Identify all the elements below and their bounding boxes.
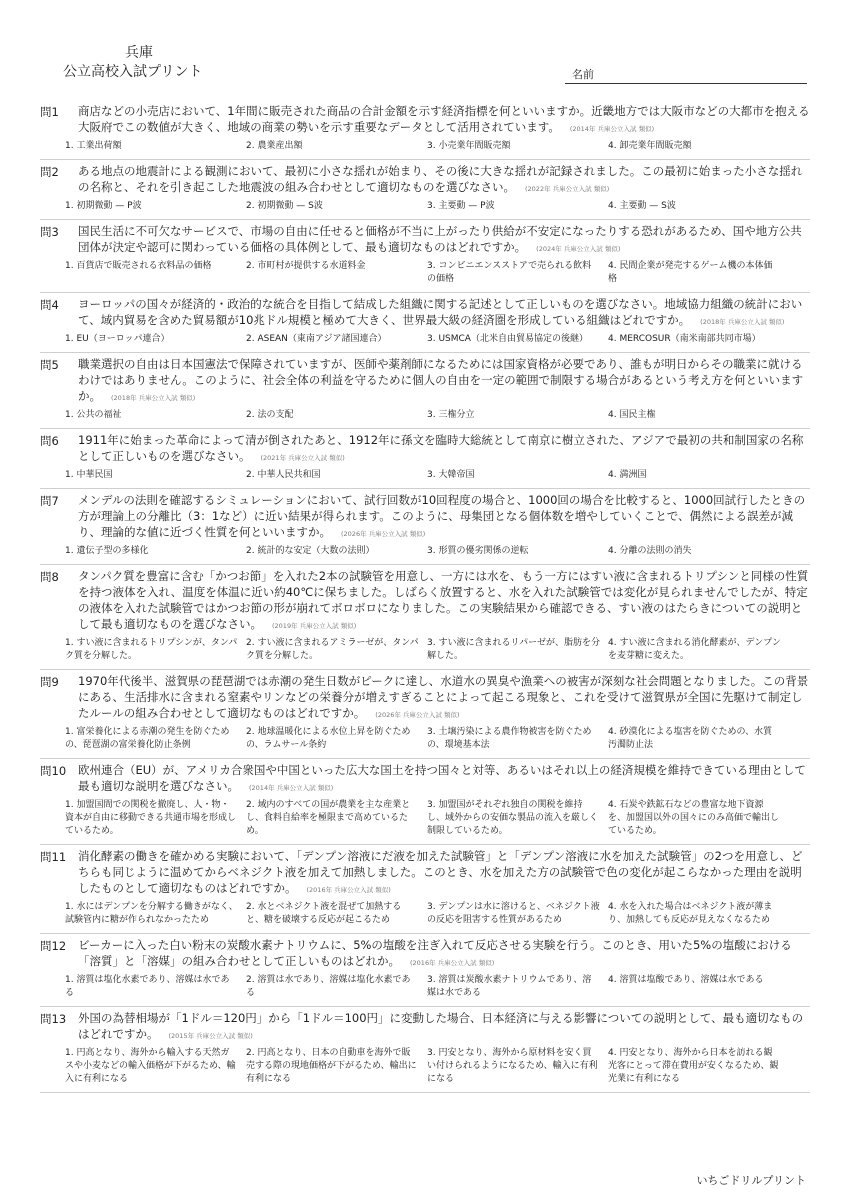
- answer-option[interactable]: 2. 市町村が提供する水道料金: [246, 261, 366, 271]
- answer-option[interactable]: 3. 土壌汚染による農作物被害を防ぐための、環境基本法: [427, 727, 592, 750]
- question-head: [40, 1010, 810, 1044]
- answer-option[interactable]: 4. MERCOSUR（南米南部共同市場）: [608, 334, 761, 344]
- question-block: [40, 160, 810, 220]
- question-source: (2016年 兵庫公立入試 類似): [410, 959, 495, 967]
- question-source: (2016年 兵庫公立入試 類似): [306, 886, 391, 894]
- question-text: 国民生活に不可欠なサービスで、市場の自由に任せると価格が不当に上がったり供給が不安定になったりする恐れがあるため、国や地方公共団体が決定や認可に関わっている価格の具体例として、最も適切なものはどれですか。: [78, 224, 802, 254]
- footer-brand: いちごドリルプリント: [696, 1174, 806, 1187]
- answer-options: [40, 140, 810, 153]
- answer-option[interactable]: 4. 分離の法則の消失: [608, 546, 692, 556]
- answer-options: [40, 1047, 810, 1086]
- question-list: [40, 100, 810, 1093]
- answer-option[interactable]: 4. 溶質は塩酸であり、溶媒は水である: [608, 975, 764, 985]
- answer-option[interactable]: 3. デンプンは水に溶けると、ベネジクト液の反応を阻害する性質があるため: [427, 902, 600, 925]
- question-number: 問1: [40, 105, 59, 119]
- answer-option[interactable]: 1. 工業出荷額: [65, 141, 122, 151]
- prefecture-title: 兵庫: [125, 45, 153, 61]
- question-block: [40, 489, 810, 565]
- question-text-wrap: [78, 568, 810, 634]
- question-head: [40, 673, 810, 723]
- answer-option[interactable]: 4. 満洲国: [608, 470, 647, 480]
- question-text: 1911年に始まった革命によって清が倒されたあと、1912年に孫文を臨時大総統として南京に樹立された、アジアで最初の共和制国家の名称として正しいものを選びなさい。: [78, 433, 804, 463]
- question-number: 問4: [40, 298, 59, 312]
- question-block: [40, 429, 810, 489]
- question-block: [40, 670, 810, 759]
- question-text: 1970年代後半、滋賀県の琵琶湖では赤潮の発生日数がピークに達し、水道水の異臭や漁業への被害が深刻な社会問題となりました。この背景にある、生活排水に含まれる窒素やリンなどの栄養分が増えすぎることによって起こる現象と、これを受けて滋賀県が全国に先駆けて制定したルールの組み合わせとして適切なものはどれですか。: [78, 674, 809, 720]
- answer-options: [40, 637, 810, 663]
- question-text: ビーカーに入った白い粉末の炭酸水素ナトリウムに、5%の塩酸を注ぎ入れて反応させる実験を行う。このとき、用いた5%の塩酸における「溶質」と「溶媒」の組み合わせとして正しいものはどれか。: [78, 938, 792, 968]
- question-text-wrap: [78, 492, 810, 542]
- answer-options: [40, 545, 810, 558]
- question-number: 問10: [40, 764, 67, 778]
- question-text-wrap: [78, 296, 810, 330]
- question-head: [40, 356, 810, 406]
- question-text-wrap: [78, 432, 810, 466]
- question-head: [40, 296, 810, 330]
- answer-option[interactable]: 2. 農業産出額: [246, 141, 303, 151]
- answer-options: [40, 409, 810, 422]
- question-source: (2015年 兵庫公立入試 類似): [168, 1032, 253, 1040]
- question-head: [40, 937, 810, 971]
- question-text-wrap: [78, 1010, 810, 1044]
- answer-option[interactable]: 1. 円高となり、海外から輸入する天然ガスや小麦などの輸入価格が下がるため、輸入に有利になる: [65, 1048, 236, 1084]
- question-source: (2019年 兵庫公立入試 類似): [272, 622, 357, 630]
- answer-option[interactable]: 4. 砂漠化による塩害を防ぐための、水質汚濁防止法: [608, 727, 773, 750]
- answer-option[interactable]: 1. 富栄養化による赤潮の発生を防ぐための、琵琶湖の富栄養化防止条例: [65, 727, 230, 750]
- answer-option[interactable]: 3. コンビニエンスストアで売られる飲料の価格: [427, 261, 592, 284]
- question-number: 問9: [40, 675, 59, 689]
- question-text-wrap: [78, 223, 810, 257]
- answer-option[interactable]: 4. 主要動 — S波: [608, 201, 676, 211]
- answer-option[interactable]: 3. 三権分立: [427, 410, 475, 420]
- answer-option[interactable]: 4. 民間企業が発売するゲーム機の本体価格: [608, 261, 773, 284]
- question-source: (2014年 兵庫公立入試 類似): [569, 125, 655, 133]
- question-text-wrap: [78, 937, 810, 971]
- question-text: ヨーロッパの国々が経済的・政治的な統合を目指して結成した組織に関する記述として正しいものを選びなさい。地域協力組織の統計において、域内貿易を含めた貿易額が10兆ドル規模と極めて大きく、世界最大級の経済圏を形成している組織はどれですか。: [78, 297, 803, 327]
- answer-option[interactable]: 4. 国民主権: [608, 410, 656, 420]
- question-text: メンデルの法則を確認するシミュレーションにおいて、試行回数が10回程度の場合と、1000回の場合を比較すると、1000回試行したときの方が理論上の分離比（3：1など）に近い結果が得られます。このように、母集団となる個体数を増やしていくことで、偶然による誤差が減り、理論的な値に近づく性質を何といいますか。: [78, 493, 806, 539]
- question-block: [40, 845, 810, 934]
- question-head: [40, 103, 810, 137]
- question-block: [40, 565, 810, 670]
- question-text-wrap: [78, 673, 810, 723]
- question-source: (2026年 兵庫公立入試 類似): [341, 530, 426, 538]
- answer-option[interactable]: 1. 溶質は塩化水素であり、溶媒は水である: [65, 975, 230, 998]
- question-text-wrap: [78, 103, 810, 137]
- question-head: [40, 568, 810, 634]
- question-text-wrap: [78, 762, 810, 796]
- answer-option[interactable]: 2. 初期微動 — S波: [246, 201, 323, 211]
- answer-option[interactable]: 4. 卸売業年間販売額: [608, 141, 692, 151]
- question-text: タンパク質を豊富に含む「かつお節」を入れた2本の試験管を用意し、一方には水を、もう一方にはすい液に含まれるトリプシンと同様の性質を持つ液体を入れ、温度を体温に近い約40℃に保ちました。しばらく放置すると、水を入れた試験管では変化が見られませんでしたが、特定の液体を入れた試験管ではかつお節の形が崩れてボロボロになりました。この実験結果から確認できる、すい液のはたらきについての説明として最も適切なものを選びなさい。: [78, 569, 809, 631]
- question-head: [40, 163, 810, 197]
- answer-option[interactable]: 3. 形質の優劣関係の逆転: [427, 546, 529, 556]
- question-source: (2021年 兵庫公立入試 類似): [260, 454, 345, 462]
- question-text: 欧州連合（EU）が、アメリカ合衆国や中国といった広大な国土を持つ国々と対等、あるいはそれ以上の経済規模を維持できている理由として最も適切な説明を選びなさい。: [78, 763, 806, 793]
- question-text: 商店などの小売店において、1年間に販売された商品の合計金額を示す経済指標を何といいますか。近畿地方では大阪市などの大都市を抱える大阪府でこの数値が大きく、地域の商業の勢いを示す重要なデータとして活用されています。: [78, 104, 810, 134]
- answer-options: [40, 200, 810, 213]
- answer-options: [40, 726, 810, 752]
- question-head: [40, 223, 810, 257]
- question-head: [40, 492, 810, 542]
- answer-option[interactable]: 3. 溶質は炭酸水素ナトリウムであり、溶媒は水である: [427, 975, 592, 998]
- answer-options: [40, 974, 810, 1000]
- answer-options: [40, 260, 810, 286]
- question-text-wrap: [78, 163, 810, 197]
- question-number: 問13: [40, 1012, 67, 1026]
- question-block: [40, 100, 810, 160]
- question-block: [40, 934, 810, 1007]
- question-source: (2024年 兵庫公立入試 類似): [536, 245, 621, 253]
- answer-option[interactable]: 3. 主要動 — P波: [427, 201, 495, 211]
- answer-option[interactable]: 2. 水とベネジクト液を混ぜて加熱すると、糖を破壊する反応が起こるため: [246, 902, 402, 925]
- question-block: [40, 353, 810, 429]
- answer-option[interactable]: 1. EU（ヨーロッパ連合）: [65, 334, 170, 344]
- answer-options: [40, 333, 810, 346]
- question-source: (2022年 兵庫公立入試 類似): [525, 185, 610, 193]
- question-source: (2026年 兵庫公立入試 類似): [375, 711, 460, 719]
- question-number: 問6: [40, 434, 59, 448]
- print-title: 公立高校入試プリント: [63, 64, 203, 80]
- question-block: [40, 220, 810, 293]
- answer-option[interactable]: 1. 中華民国: [65, 470, 113, 480]
- answer-option[interactable]: 3. 小売業年間販売額: [427, 141, 511, 151]
- answer-option[interactable]: 3. すい液に含まれるリパーゼが、脂肪を分解した。: [427, 638, 600, 661]
- name-line: [565, 83, 807, 84]
- answer-option[interactable]: 2. すい液に含まれるアミラーゼが、タンパク質を分解した。: [246, 638, 419, 661]
- question-source: (2014年 兵庫公立入試 類似): [249, 784, 334, 792]
- question-number: 問5: [40, 358, 59, 372]
- header: [0, 0, 848, 90]
- question-source: (2018年 兵庫公立入試 類似): [700, 318, 785, 326]
- question-head: [40, 762, 810, 796]
- answer-option[interactable]: 2. 溶質は水であり、溶媒は塩化水素である: [246, 975, 411, 998]
- answer-option[interactable]: 1. すい液に含まれるトリプシンが、タンパク質を分解した。: [65, 638, 238, 661]
- question-text: 消化酵素の働きを確かめる実験において、「デンプン溶液にだ液を加えた試験管」と「デンプン溶液に水を加えた試験管」の2つを用意し、どちらも同じように温めてからベネジクト液を加えて加熱しました。このとき、水を加えた方の試験管で色の変化が起こらなかった理由を説明したものとして適切なものはどれですか。: [78, 849, 803, 895]
- question-number: 問12: [40, 939, 67, 953]
- question-block: [40, 759, 810, 845]
- answer-option[interactable]: 1. 初期微動 — P波: [65, 201, 142, 211]
- answer-option[interactable]: 1. 百貨店で販売される衣料品の価格: [65, 261, 212, 271]
- question-number: 問8: [40, 570, 59, 584]
- answer-option[interactable]: 2. 円高となり、日本の自動車を海外で販売する際の現地価格が下がるため、輸出に有利になる: [246, 1048, 417, 1084]
- question-text: 外国の為替相場が「1ドル＝120円」から「1ドル＝100円」に変動した場合、日本経済に与える影響についての説明として、最も適切なものはどれですか。: [78, 1011, 804, 1041]
- answer-option[interactable]: 1. 公共の福祉: [65, 410, 122, 420]
- question-text: 職業選択の自由は日本国憲法で保障されていますが、医師や薬剤師になるためには国家資格が必要であり、誰もが明日からその職業に就けるわけではありません。このように、社会全体の利益を守るために個人の自由を一定の範囲で制限する場合があるという考え方を何といいますか。: [78, 357, 804, 403]
- answer-option[interactable]: 1. 水にはデンプンを分解する働きがなく、試験管内に糖が作られなかったため: [65, 902, 238, 925]
- answer-option[interactable]: 2. 域内のすべての国が農業を主な産業とし、食料自給率を極限まで高めているため。: [246, 800, 411, 836]
- answer-option[interactable]: 2. ASEAN（東南アジア諸国連合）: [246, 334, 387, 344]
- answer-option[interactable]: 3. 加盟国がそれぞれ独自の関税を維持し、域外からの安価な製品の流入を厳しく制限しているため。: [427, 800, 599, 836]
- answer-option[interactable]: 4. 円安となり、海外から日本を訪れる観光客にとって滞在費用が安くなるため、観光業に有利になる: [608, 1048, 779, 1084]
- name-label: 名前: [572, 68, 594, 81]
- answer-option[interactable]: 2. 統計的な安定（大数の法則）: [246, 546, 375, 556]
- answer-options: [40, 901, 810, 927]
- answer-option[interactable]: 4. 石炭や鉄鉱石などの豊富な地下資源を、加盟国以外の国々にのみ高価で輸出しているため。: [608, 800, 780, 836]
- question-source: (2018年 兵庫公立入試 類似): [111, 394, 196, 402]
- answer-option[interactable]: 3. USMCA（北米自由貿易協定の後継）: [427, 334, 588, 344]
- answer-option[interactable]: 2. 法の支配: [246, 410, 294, 420]
- question-head: [40, 432, 810, 466]
- question-number: 問11: [40, 850, 67, 864]
- question-number: 問3: [40, 225, 59, 239]
- answer-option[interactable]: 1. 遺伝子型の多様化: [65, 546, 149, 556]
- answer-options: [40, 469, 810, 482]
- answer-option[interactable]: 4. すい液に含まれる消化酵素が、デンプンを麦芽糖に変えた。: [608, 638, 781, 661]
- question-number: 問2: [40, 165, 59, 179]
- answer-option[interactable]: 4. 水を入れた場合はベネジクト液が薄まり、加熱しても反応が見えなくなるため: [608, 902, 773, 925]
- question-number: 問7: [40, 494, 59, 508]
- answer-option[interactable]: 2. 中華人民共和国: [246, 470, 321, 480]
- question-text: ある地点の地震計による観測において、最初に小さな揺れが始まり、その後に大きな揺れが記録されました。この最初に始まった小さな揺れの名称と、それを引き起こした地震波の組み合わせとして適切なものを選びなさい。: [78, 164, 803, 194]
- answer-option[interactable]: 1. 加盟国間での関税を撤廃し、人・物・資本が自由に移動できる共通市場を形成しているため。: [65, 800, 237, 836]
- answer-options: [40, 799, 810, 838]
- question-text-wrap: [78, 848, 810, 898]
- question-block: [40, 293, 810, 353]
- answer-option[interactable]: 2. 地球温暖化による水位上昇を防ぐための、ラムサール条約: [246, 727, 411, 750]
- question-block: [40, 1007, 810, 1093]
- question-text-wrap: [78, 356, 810, 406]
- answer-option[interactable]: 3. 円安となり、海外から原材料を安く買い付けられるようになるため、輸入に有利になる: [427, 1048, 598, 1084]
- question-head: [40, 848, 810, 898]
- answer-option[interactable]: 3. 大韓帝国: [427, 470, 475, 480]
